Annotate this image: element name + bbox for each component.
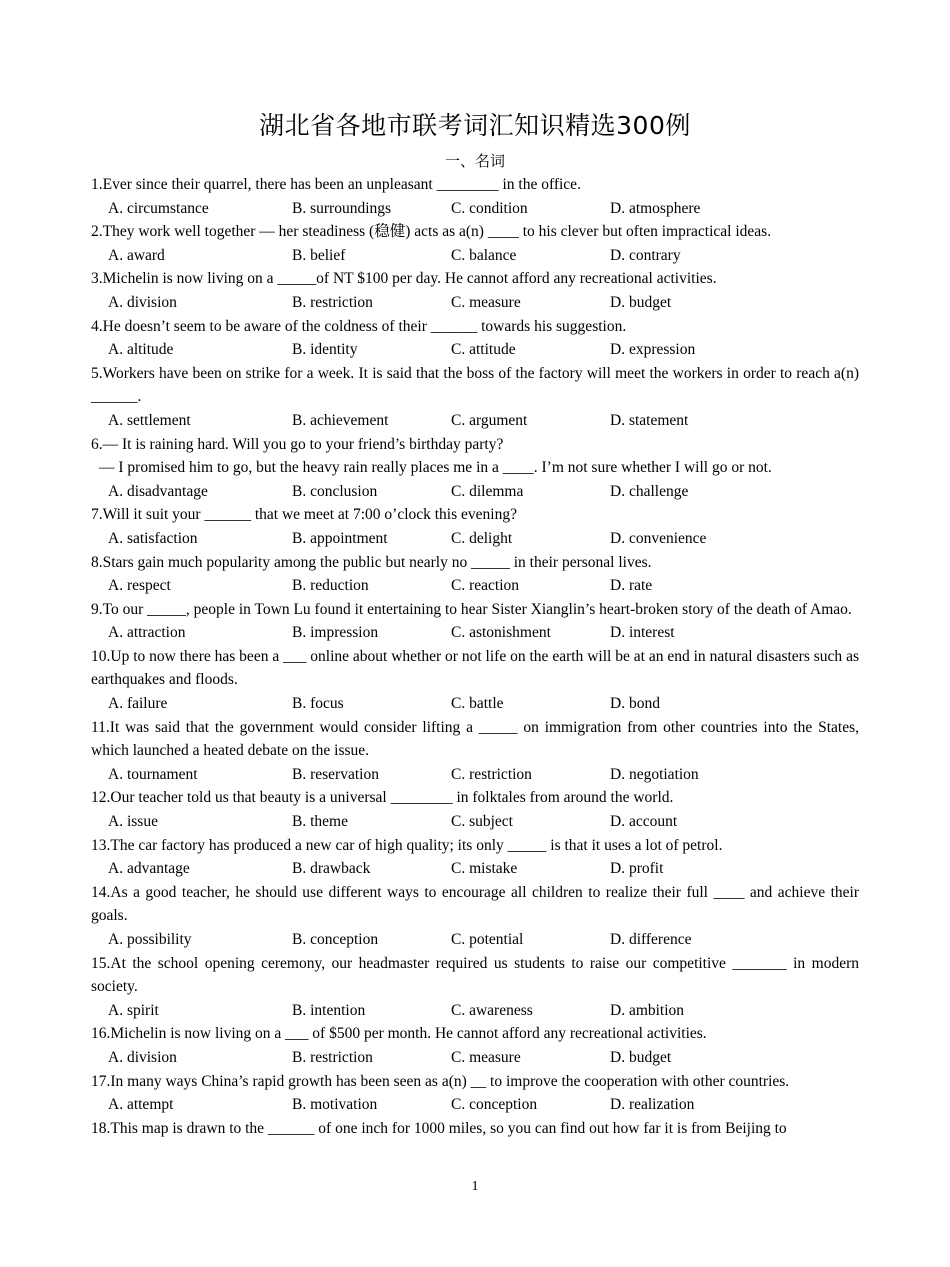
question-stem: 18.This map is drawn to the ______ of one inch for 1000 miles, so you can find out how far it is from Beijing to <box>91 1119 787 1137</box>
answer-options <box>91 527 859 551</box>
option-d: D. challenge <box>610 482 689 500</box>
option-d: D. interest <box>610 624 675 642</box>
question-stem: 10.Up to now there has been a ___ online about whether or not life on the earth will be at an end in natural disasters such as earthquakes and floods. <box>91 647 859 689</box>
option-b: B. conclusion <box>292 482 378 500</box>
option-b: B. identity <box>292 341 358 359</box>
option-a: A. disadvantage <box>108 482 208 500</box>
option-b: B. appointment <box>292 529 388 547</box>
question-stem: 2.They work well together — her steadiness (稳健) acts as a(n) ____ to his clever but often impractical ideas. <box>91 223 772 241</box>
option-c: C. delight <box>451 529 513 547</box>
option-a: A. respect <box>108 577 171 595</box>
option-c: C. reaction <box>451 577 520 595</box>
question-item <box>91 220 859 267</box>
option-a: A. satisfaction <box>108 529 198 547</box>
option-a: A. tournament <box>108 765 198 783</box>
option-d: D. realization <box>610 1096 695 1114</box>
option-a: A. award <box>108 246 165 264</box>
option-b: B. theme <box>292 813 348 831</box>
option-d: D. statement <box>610 411 689 429</box>
question-item <box>91 716 859 787</box>
option-c: C. conception <box>451 1096 538 1114</box>
option-d: D. atmosphere <box>610 199 701 217</box>
question-item <box>91 598 859 645</box>
section-heading: 一、名词 <box>444 152 505 170</box>
option-b: B. reduction <box>292 577 369 595</box>
question-item <box>91 952 859 1023</box>
option-c: C. astonishment <box>451 624 551 642</box>
page-title: 湖北省各地市联考词汇知识精选300例 <box>259 111 691 140</box>
option-c: C. potential <box>451 931 524 948</box>
question-stem: 3.Michelin is now living on a _____of NT $100 per day. He cannot afford any recreational activities. <box>91 270 717 288</box>
answer-options <box>91 409 859 433</box>
option-c: C. subject <box>451 813 513 831</box>
question-stem-reply: — I promised him to go, but the heavy rain really places me in a ____. I’m not sure whether I will go or not. <box>99 459 772 477</box>
answer-options <box>91 928 859 952</box>
question-stem: 8.Stars gain much popularity among the public but nearly no _____ in their personal lives. <box>91 553 652 571</box>
question-stem: 7.Will it suit your ______ that we meet at 7:00 o’clock this evening? <box>91 506 517 524</box>
option-c: C. measure <box>451 293 521 311</box>
answer-options <box>91 763 859 787</box>
answer-options <box>91 1046 859 1070</box>
question-stem: 17.In many ways China’s rapid growth has been seen as a(n) __ to improve the cooperation with other countries. <box>91 1072 790 1090</box>
question-item <box>91 1117 859 1141</box>
question-stem: 11.It was said that the government would consider lifting a _____ on immigration from other countries into the States, which launched a heated debate on the issue. <box>91 718 859 760</box>
answer-options <box>91 480 859 504</box>
question-item <box>91 315 859 362</box>
answer-options <box>91 999 859 1023</box>
option-c: C. restriction <box>451 765 532 783</box>
answer-options <box>91 574 859 598</box>
question-item <box>91 1022 859 1069</box>
question-item <box>91 433 859 504</box>
option-a: A. division <box>108 293 177 311</box>
question-item <box>91 881 859 952</box>
option-d: D. bond <box>610 695 660 713</box>
option-b: B. focus <box>292 695 344 713</box>
option-b: B. reservation <box>292 765 379 783</box>
option-a: A. advantage <box>108 860 190 878</box>
page-number: 1 <box>471 1179 479 1194</box>
option-a: A. circumstance <box>108 199 209 217</box>
option-c: C. measure <box>451 1048 521 1066</box>
question-item <box>91 645 859 716</box>
option-b: B. intention <box>292 1001 366 1019</box>
answer-options <box>91 810 859 834</box>
option-d: D. profit <box>610 860 664 878</box>
answer-options <box>91 197 859 221</box>
option-d: D. negotiation <box>610 765 699 783</box>
option-b: B. surroundings <box>292 199 392 217</box>
option-d: D. convenience <box>610 529 707 547</box>
option-b: B. restriction <box>292 1048 373 1066</box>
option-a: A. settlement <box>108 411 191 429</box>
question-item <box>91 173 859 220</box>
question-stem: 5.Workers have been on strike for a week. It is said that the boss of the factory will meet the workers in order to reach a(n) ______. <box>91 364 859 406</box>
answer-options <box>91 1093 859 1117</box>
option-a: A. division <box>108 1048 177 1066</box>
question-item <box>91 834 859 881</box>
option-b: B. achievement <box>292 411 389 429</box>
option-a: A. possibility <box>108 931 192 948</box>
option-b: B. conception <box>292 931 379 948</box>
option-a: A. failure <box>108 695 168 713</box>
answer-options <box>91 692 859 716</box>
option-a: A. attraction <box>108 624 186 642</box>
question-stem: 9.To our _____, people in Town Lu found it entertaining to hear Sister Xianglin’s heart-broken story of the death of Amao. <box>91 600 852 618</box>
option-d: D. expression <box>610 341 696 359</box>
question-item <box>91 267 859 314</box>
answer-options <box>91 857 859 881</box>
option-d: D. ambition <box>610 1001 685 1019</box>
question-stem: 14.As a good teacher, he should use different ways to encourage all children to realize their full ____ and achieve their goals. <box>91 883 859 925</box>
option-d: D. rate <box>610 577 653 595</box>
option-a: A. issue <box>108 813 158 831</box>
question-item <box>91 362 859 433</box>
question-item <box>91 1070 859 1117</box>
question-stem: 16.Michelin is now living on a ___ of $500 per month. He cannot afford any recreational activities. <box>91 1025 707 1043</box>
question-stem: 13.The car factory has produced a new car of high quality; its only _____ is that it uses a lot of petrol. <box>91 836 723 854</box>
question-list <box>91 173 859 1140</box>
answer-options <box>91 244 859 268</box>
answer-options <box>91 291 859 315</box>
option-b: B. drawback <box>292 860 371 878</box>
option-b: B. belief <box>292 246 346 264</box>
question-item <box>91 503 859 550</box>
answer-options <box>91 621 859 645</box>
question-stem: 12.Our teacher told us that beauty is a universal ________ in folktales from around the world. <box>91 789 674 807</box>
option-a: A. attempt <box>108 1096 174 1114</box>
option-c: C. argument <box>451 411 528 429</box>
question-item <box>91 786 859 833</box>
question-stem: 4.He doesn’t seem to be aware of the coldness of their ______ towards his suggestion. <box>91 317 627 335</box>
option-c: C. battle <box>451 695 504 713</box>
option-d: D. contrary <box>610 246 681 264</box>
question-item <box>91 551 859 598</box>
option-a: A. altitude <box>108 341 174 359</box>
answer-options <box>91 338 859 362</box>
option-d: D. budget <box>610 293 672 311</box>
option-d: D. account <box>610 813 678 831</box>
question-stem: 6.— It is raining hard. Will you go to your friend’s birthday party? <box>91 435 504 453</box>
question-stem: 15.At the school opening ceremony, our headmaster required us students to raise our competitive _______ in modern society. <box>91 954 859 996</box>
option-d: D. budget <box>610 1048 672 1066</box>
option-d: D. difference <box>610 931 692 948</box>
option-b: B. impression <box>292 624 379 642</box>
option-c: C. attitude <box>451 341 516 359</box>
option-a: A. spirit <box>108 1001 159 1019</box>
option-b: B. restriction <box>292 293 373 311</box>
option-c: C. mistake <box>451 860 518 878</box>
question-stem: 1.Ever since their quarrel, there has been an unpleasant ________ in the office. <box>91 176 581 193</box>
option-c: C. dilemma <box>451 482 524 500</box>
option-c: C. condition <box>451 199 528 217</box>
option-b: B. motivation <box>292 1096 378 1114</box>
option-c: C. awareness <box>451 1001 533 1019</box>
option-c: C. balance <box>451 246 517 264</box>
